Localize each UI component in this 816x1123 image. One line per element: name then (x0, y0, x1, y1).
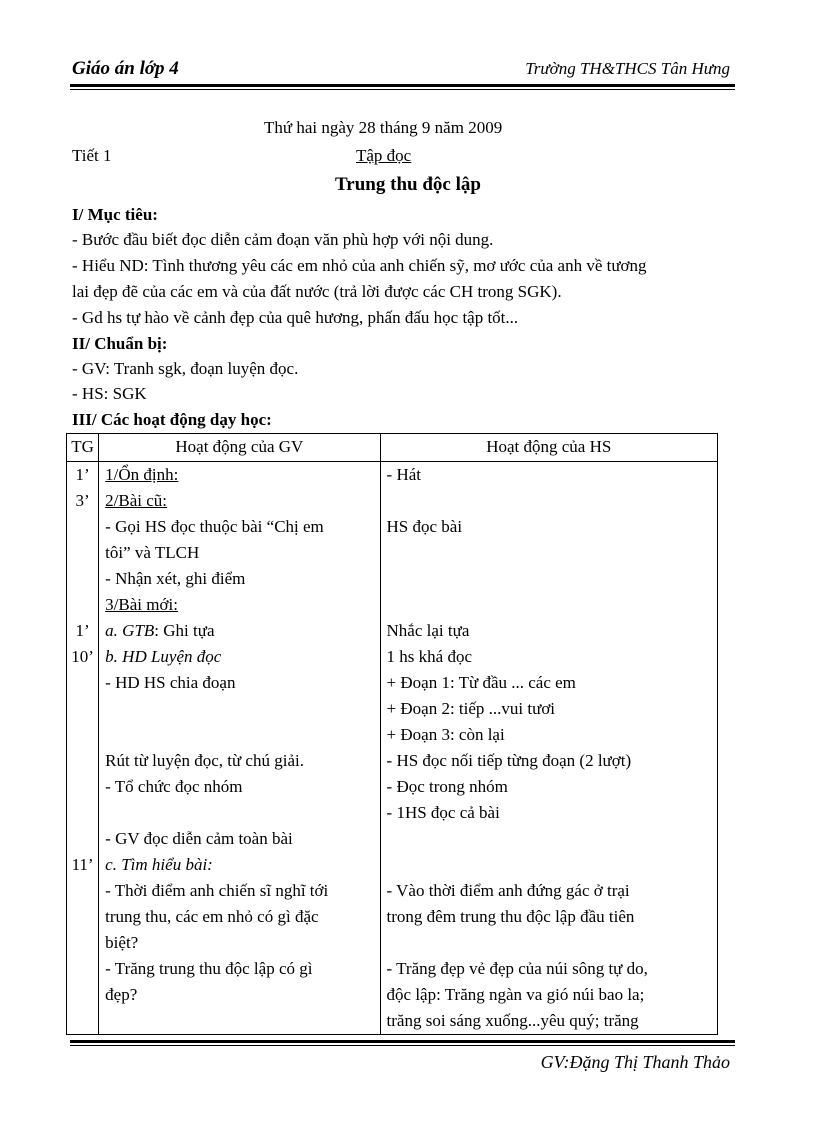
cell-teacher-activity: - Gọi HS đọc thuộc bài “Chị em (99, 514, 380, 540)
cell-time (67, 514, 99, 540)
col-header-gv: Hoạt động của GV (99, 434, 380, 462)
cell-teacher-activity: tôi” và TLCH (99, 540, 380, 566)
cell-student-activity (380, 852, 717, 878)
table-header-row (67, 434, 718, 462)
lesson-subject: Tập đọc (356, 146, 412, 165)
header-left: Giáo án lớp 4 (72, 58, 179, 79)
cell-time (67, 670, 99, 696)
prep-heading: II/ Chuẩn bị: (72, 334, 168, 353)
cell-time (67, 566, 99, 592)
prep-line: - HS: SGK (72, 384, 147, 403)
cell-student-activity: - Trăng đẹp vẻ đẹp của núi sông tự do, (380, 956, 717, 982)
table-row (67, 852, 718, 878)
cell-time (67, 696, 99, 722)
cell-student-activity: - Vào thời điểm anh đứng gác ở trại (380, 878, 717, 904)
cell-time (67, 774, 99, 800)
table-row (67, 982, 718, 1008)
cell-time (67, 930, 99, 956)
activities-heading: III/ Các hoạt động dạy học: (72, 410, 272, 429)
cell-student-activity: trăng soi sáng xuống...yêu quý; trăng (380, 1008, 717, 1035)
cell-teacher-activity: 1/Ổn định: (99, 462, 380, 489)
table-row (67, 488, 718, 514)
table-row (67, 696, 718, 722)
cell-teacher-activity (99, 800, 380, 826)
table-row (67, 930, 718, 956)
table-row (67, 722, 718, 748)
objective-line: lai đẹp đẽ của các em và của đất nước (trả lời được các CH trong SGK). (72, 282, 562, 301)
cell-teacher-activity: b. HD Luyện đọc (99, 644, 380, 670)
cell-teacher-activity (99, 1008, 380, 1035)
footer-rule-thick (70, 1040, 735, 1043)
footer-rule-thin (70, 1045, 735, 1046)
header-right: Trường TH&THCS Tân Hưng (525, 59, 730, 78)
lesson-title: Trung thu độc lập (335, 174, 481, 195)
cell-teacher-activity: - GV đọc diễn cảm toàn bài (99, 826, 380, 852)
cell-student-activity: HS đọc bài (380, 514, 717, 540)
cell-student-activity (380, 592, 717, 618)
cell-teacher-activity: c. Tìm hiểu bài: (99, 852, 380, 878)
cell-student-activity: 1 hs khá đọc (380, 644, 717, 670)
cell-teacher-activity: - Thời điểm anh chiến sĩ nghĩ tới (99, 878, 380, 904)
cell-student-activity: Nhắc lại tựa (380, 618, 717, 644)
cell-time: 3’ (67, 488, 99, 514)
footer-teacher: GV:Đặng Thị Thanh Thảo (540, 1052, 730, 1072)
cell-time (67, 748, 99, 774)
table-row (67, 826, 718, 852)
cell-time (67, 956, 99, 982)
table-row (67, 540, 718, 566)
header-rule-thick (70, 84, 735, 87)
table-row (67, 748, 718, 774)
cell-time: 11’ (67, 852, 99, 878)
objective-line: - Bước đầu biết đọc diễn cảm đoạn văn phù hợp với nội dung. (72, 230, 494, 249)
table-row (67, 956, 718, 982)
lesson-period: Tiết 1 (72, 146, 112, 165)
col-header-tg: TG (67, 434, 99, 462)
objectives-heading: I/ Mục tiêu: (72, 205, 158, 224)
table-row (67, 878, 718, 904)
cell-teacher-activity: - Tổ chức đọc nhóm (99, 774, 380, 800)
table-row (67, 774, 718, 800)
lesson-date: Thứ hai ngày 28 tháng 9 năm 2009 (264, 118, 503, 137)
cell-time (67, 982, 99, 1008)
cell-teacher-activity: - HD HS chia đoạn (99, 670, 380, 696)
table-row (67, 514, 718, 540)
header-rule-thin (70, 89, 735, 90)
cell-student-activity: độc lập: Trăng ngàn va gió núi bao la; (380, 982, 717, 1008)
cell-teacher-activity: - Nhận xét, ghi điểm (99, 566, 380, 592)
cell-student-activity: - HS đọc nối tiếp từng đoạn (2 lượt) (380, 748, 717, 774)
table-body (67, 462, 718, 1035)
table-row (67, 800, 718, 826)
cell-student-activity: + Đoạn 2: tiếp ...vui tươi (380, 696, 717, 722)
cell-time: 1’ (67, 462, 99, 489)
cell-student-activity: - Hát (380, 462, 717, 489)
cell-student-activity: + Đoạn 3: còn lại (380, 722, 717, 748)
table-row (67, 566, 718, 592)
cell-time (67, 592, 99, 618)
table-row (67, 462, 718, 489)
cell-time: 10’ (67, 644, 99, 670)
table-row (67, 670, 718, 696)
cell-student-activity (380, 826, 717, 852)
cell-time (67, 800, 99, 826)
cell-time (67, 722, 99, 748)
cell-teacher-activity: đẹp? (99, 982, 380, 1008)
cell-student-activity (380, 930, 717, 956)
cell-time (67, 826, 99, 852)
cell-student-activity (380, 540, 717, 566)
objective-line: - Gd hs tự hào về cảnh đẹp của quê hương, phấn đấu học tập tốt... (72, 308, 519, 327)
cell-time: 1’ (67, 618, 99, 644)
cell-teacher-activity: Rút từ luyện đọc, từ chú giải. (99, 748, 380, 774)
cell-teacher-activity: 2/Bài cũ: (99, 488, 380, 514)
cell-student-activity: - Đọc trong nhóm (380, 774, 717, 800)
cell-time (67, 1008, 99, 1035)
table-row (67, 592, 718, 618)
cell-teacher-activity: trung thu, các em nhỏ có gì đặc (99, 904, 380, 930)
cell-teacher-activity (99, 722, 380, 748)
cell-teacher-activity: biệt? (99, 930, 380, 956)
table-row (67, 1008, 718, 1035)
cell-teacher-activity (99, 696, 380, 722)
table-row (67, 618, 718, 644)
prep-line: - GV: Tranh sgk, đoạn luyện đọc. (72, 359, 299, 378)
cell-student-activity (380, 566, 717, 592)
cell-teacher-activity: - Trăng trung thu độc lập có gì (99, 956, 380, 982)
table-row (67, 904, 718, 930)
cell-student-activity: trong đêm trung thu độc lập đầu tiên (380, 904, 717, 930)
cell-teacher-activity: a. GTB: Ghi tựa (99, 618, 380, 644)
col-header-hs: Hoạt động của HS (380, 434, 717, 462)
cell-time (67, 540, 99, 566)
cell-time (67, 878, 99, 904)
cell-time (67, 904, 99, 930)
objective-line: - Hiểu ND: Tình thương yêu các em nhỏ của anh chiến sỹ, mơ ước của anh về tương (72, 256, 647, 275)
cell-teacher-activity: 3/Bài mới: (99, 592, 380, 618)
cell-student-activity: - 1HS đọc cả bài (380, 800, 717, 826)
cell-student-activity (380, 488, 717, 514)
table-row (67, 644, 718, 670)
activities-table (66, 433, 718, 1035)
cell-student-activity: + Đoạn 1: Từ đầu ... các em (380, 670, 717, 696)
